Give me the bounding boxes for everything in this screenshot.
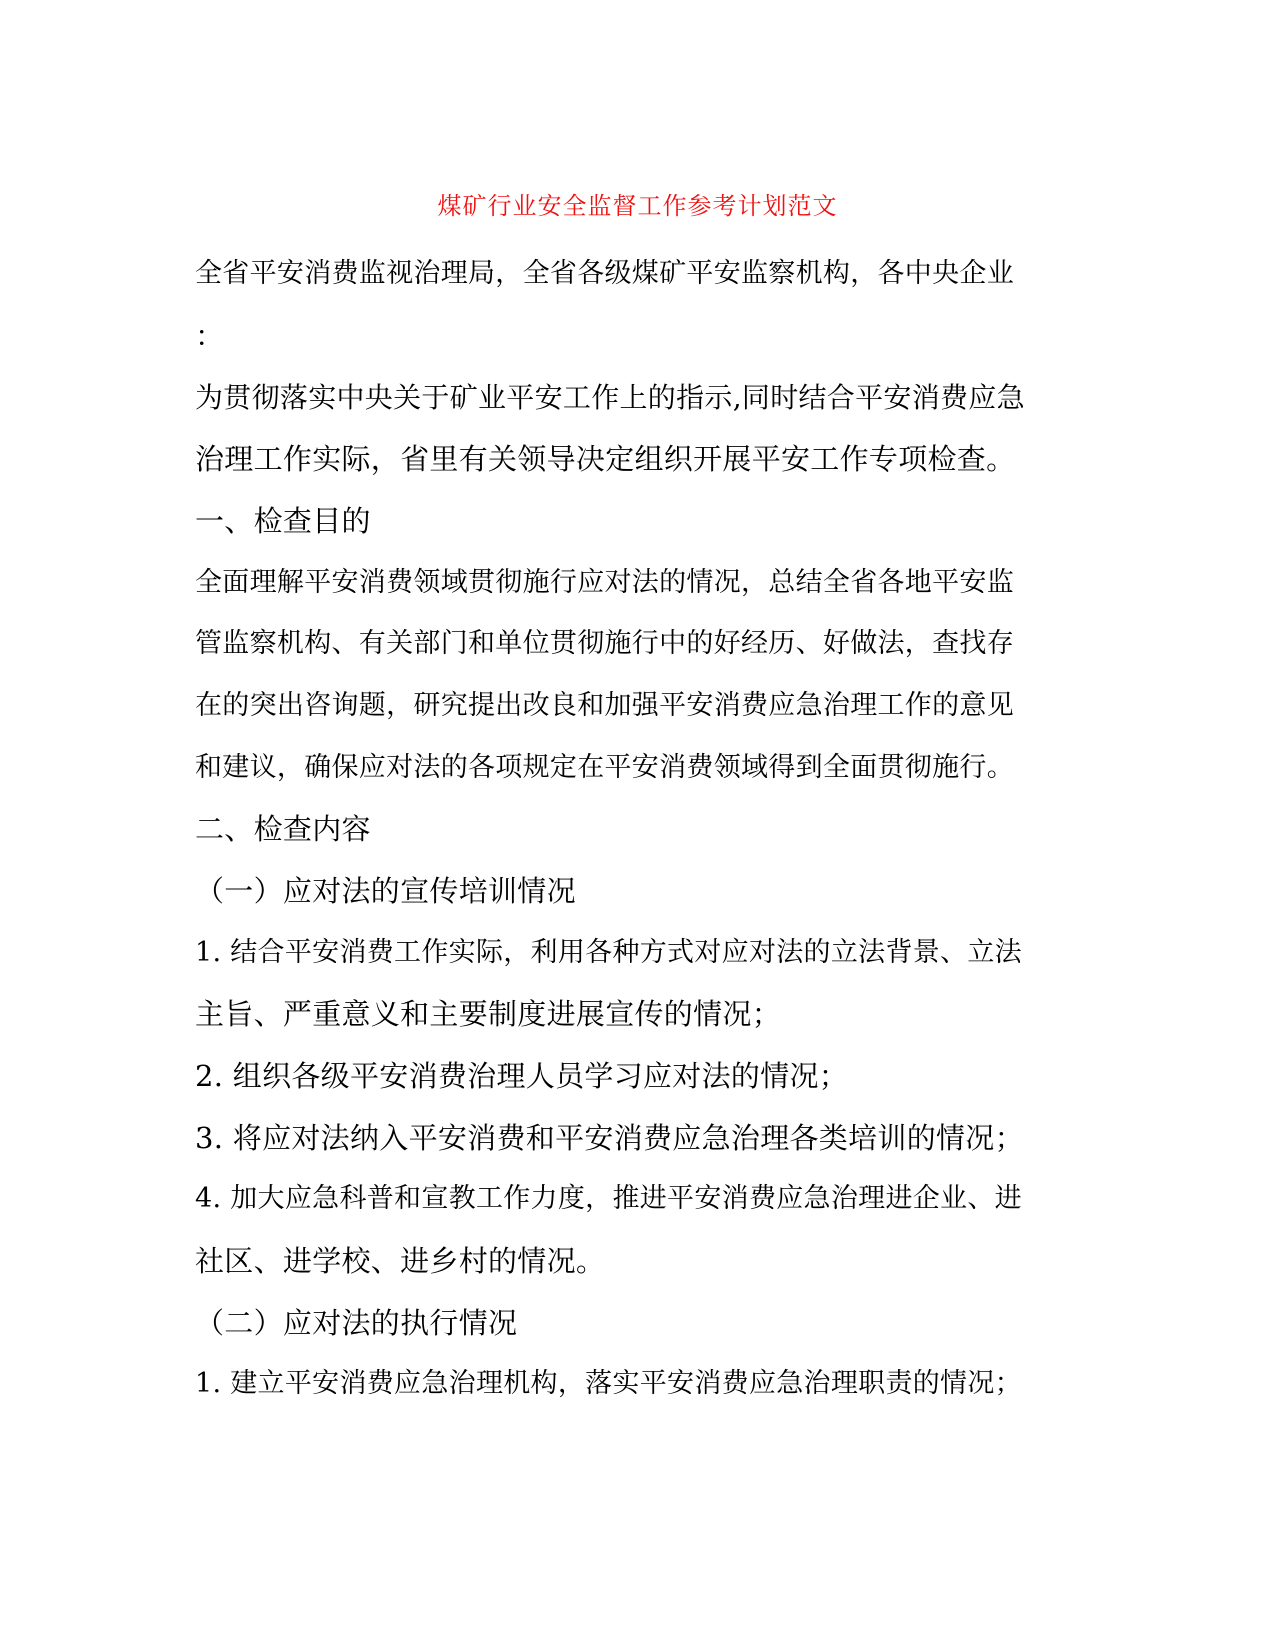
list-item: 1. 结合平安消费工作实际，利用各种方式对应对法的立法背景、立法 xyxy=(195,937,1022,968)
paragraph-line: ： xyxy=(195,319,225,353)
paragraph-line: 和建议，确保应对法的各项规定在平安消费领域得到全面贯彻施行。 xyxy=(195,752,1014,783)
list-item: 主旨、严重意义和主要制度进展宣传的情况； xyxy=(195,997,782,1031)
section-heading: 一、检查目的 xyxy=(195,504,371,538)
paragraph-line: 管监察机构、有关部门和单位贯彻施行中的好经历、好做法，查找存 xyxy=(195,628,1014,659)
paragraph-line: 全省平安消费监视治理局，全省各级煤矿平安监察机构，各中央企业 xyxy=(195,258,1014,289)
document-title: 煤矿行业安全监督工作参考计划范文 xyxy=(437,192,838,220)
list-item: 3. 将应对法纳入平安消费和平安消费应急治理各类培训的情况； xyxy=(195,1121,1024,1155)
paragraph-line: 全面理解平安消费领域贯彻施行应对法的情况，总结全省各地平安监 xyxy=(195,567,1014,598)
list-item: 4. 加大应急科普和宣教工作力度，推进平安消费应急治理进企业、进 xyxy=(195,1183,1022,1214)
list-item: 社区、进学校、进乡村的情况。 xyxy=(195,1244,606,1278)
paragraph-line: 为贯彻落实中央关于矿业平安工作上的指示,同时结合平安消费应急 xyxy=(195,381,1025,414)
paragraph-line: 在的突出咨询题，研究提出改良和加强平安消费应急治理工作的意见 xyxy=(195,690,1014,721)
subsection-heading: （二）应对法的执行情况 xyxy=(195,1306,518,1340)
list-item: 2. 组织各级平安消费治理人员学习应对法的情况； xyxy=(195,1059,849,1093)
subsection-heading: （一）应对法的宣传培训情况 xyxy=(195,874,576,908)
paragraph-line: 治理工作实际，省里有关领导决定组织开展平安工作专项检查。 xyxy=(195,442,1016,476)
list-item: 1. 建立平安消费应急治理机构，落实平安消费应急治理职责的情况； xyxy=(195,1368,1022,1399)
section-heading: 二、检查内容 xyxy=(195,812,371,846)
